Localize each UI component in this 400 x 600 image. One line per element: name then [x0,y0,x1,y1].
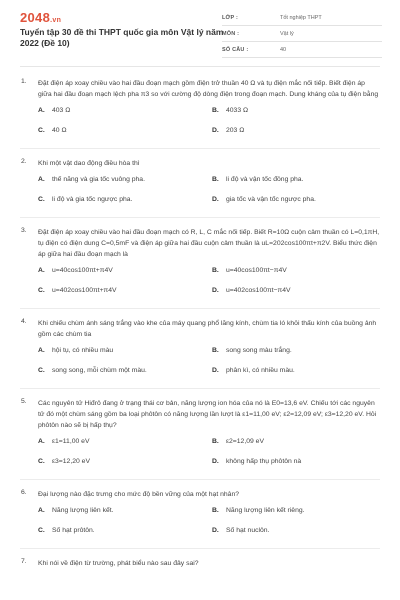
question-divider [20,388,380,389]
option-letter: C. [38,367,45,374]
option-text: phân kì, có nhiều màu. [226,367,295,374]
option-letter: D. [212,287,219,294]
option-b[interactable] [212,347,382,367]
question-text: Khi một vật dao động điều hòa thì [38,160,140,167]
option-text: Năng lượng liên kết riêng. [226,507,305,514]
option-b[interactable] [212,107,382,127]
option-text: ε1=11,00 eV [52,438,90,445]
question-text: Khi chiếu chùm ánh sáng trắng vào khe của máy quang phổ lăng kính, chùm tia ló khỏi thấu kính của buồng ảnh gồm các chùm tia [38,320,377,338]
option-b[interactable] [212,267,382,287]
option-letter: A. [38,507,45,514]
option-text: gia tốc và vận tốc ngược pha. [226,196,316,203]
exam-meta-table [222,10,382,58]
header-divider [20,66,380,67]
question-6 [0,489,400,547]
answer-options [38,267,380,307]
option-letter: B. [212,107,219,114]
option-letter: A. [38,176,45,183]
answer-options [38,438,380,478]
option-text: 403 Ω [52,107,71,114]
option-text: u=40cos100πt−π4V [226,267,287,274]
question-number: 1. [21,78,27,85]
option-letter: C. [38,458,45,465]
option-d[interactable] [212,458,382,478]
option-text: thế năng và gia tốc vuông pha. [52,176,145,183]
option-c[interactable] [38,367,212,387]
option-letter: A. [38,107,45,114]
question-1 [0,78,400,147]
answer-options [38,347,380,387]
option-b[interactable] [212,507,382,527]
option-c[interactable] [38,287,212,307]
question-text: Các nguyên tử Hiđrô đang ở trạng thái cơ bản, năng lượng ion hóa của nó là E0=13,6 eV. Chiếu tới các nguyên tử đó một chùm sáng gồm ba loại phôtôn có năng lượng lần lượt là ε1=11,00 eV; ε2=12,09 eV; ε3=12,20 eV. Hỏi phôtôn nào sẽ bị hấp thụ? [38,400,377,429]
option-letter: D. [212,458,219,465]
option-b[interactable] [212,438,382,458]
question-divider [20,217,380,218]
meta-row-subject [222,26,382,42]
meta-row-count [222,42,382,58]
question-7 [0,558,400,569]
meta-value: Vật lý [280,30,294,37]
option-d[interactable] [212,196,382,216]
question-text: Đặt điện áp xoay chiều vào hai đầu đoạn mạch gồm điện trở thuần 40 Ω và tụ điện mắc nối tiếp. Biết điện áp giữa hai đầu đoạn mạch lệch pha π3 so với cường độ dòng điện trong đoạn mạch. Dung kháng của tụ điện bằng [38,80,379,98]
option-a[interactable] [38,107,212,127]
question-number: 4. [21,318,27,325]
option-letter: B. [212,438,219,445]
option-d[interactable] [212,527,382,547]
question-2 [0,158,400,216]
meta-key: LỚP : [222,14,238,21]
question-text: Khi nói về điện từ trường, phát biểu nào sau đây sai? [38,560,199,567]
meta-value: Tốt nghiệp THPT [280,14,322,21]
question-text: Đại lượng nào đặc trưng cho mức độ bền vững của một hạt nhân? [38,491,240,498]
option-text: u=402cos100πt−π4V [226,287,291,294]
question-text: Đặt điện áp xoay chiều vào hai đầu đoạn mạch có R, L, C mắc nối tiếp. Biết R=10Ω cuộn cảm thuần có L=0,1πH, tụ điện có điện dung C=0,5mF và điện áp giữa hai đầu cuộn cảm thuần là uL=202cos100πt+π2V. Biểu thức điện áp giữa hai đầu đoạn mạch là [38,229,380,258]
option-a[interactable] [38,347,212,367]
option-text: li độ và gia tốc ngược pha. [52,196,133,203]
option-text: li độ và vận tốc đồng pha. [226,176,304,183]
option-letter: A. [38,438,45,445]
option-text: 203 Ω [226,127,245,134]
option-letter: B. [212,347,219,354]
option-text: ε3=12,20 eV [52,458,90,465]
option-letter: A. [38,347,45,354]
option-text: ε2=12,09 eV [226,438,264,445]
option-text: u=402cos100πt+π4V [52,287,117,294]
option-letter: B. [212,507,219,514]
exam-header [0,0,400,65]
question-number: 6. [21,489,27,496]
option-letter: D. [212,367,219,374]
option-text: Số hạt prôtôn. [52,527,95,534]
option-c[interactable] [38,127,212,147]
question-divider [20,308,380,309]
option-text: hội tụ, có nhiều màu [52,347,114,354]
question-divider [20,148,380,149]
question-3 [0,227,400,307]
option-b[interactable] [212,176,382,196]
option-c[interactable] [38,196,212,216]
option-d[interactable] [212,127,382,147]
option-a[interactable] [38,267,212,287]
option-c[interactable] [38,458,212,478]
option-letter: C. [38,287,45,294]
option-text: u=40cos100πt+π4V [52,267,113,274]
option-letter: B. [212,267,219,274]
meta-key: MÔN : [222,30,240,37]
site-logo[interactable]: 2048.vn [20,10,62,25]
question-number: 2. [21,158,27,165]
option-letter: C. [38,127,45,134]
option-letter: D. [212,127,219,134]
option-c[interactable] [38,527,212,547]
option-letter: C. [38,196,45,203]
meta-row-class [222,10,382,26]
option-text: song song màu trắng. [226,347,292,354]
question-number: 5. [21,398,27,405]
option-letter: D. [212,527,219,534]
option-text: 4033 Ω [226,107,249,114]
answer-options [38,107,380,147]
meta-value: 40 [280,46,287,53]
option-a[interactable] [38,176,212,196]
option-letter: B. [212,176,219,183]
option-letter: D. [212,196,219,203]
option-letter: C. [38,527,45,534]
meta-key: SỐ CÂU : [222,46,249,53]
question-number: 3. [21,227,27,234]
option-letter: A. [38,267,45,274]
question-divider [20,548,380,549]
question-number: 7. [21,558,27,565]
option-text: không hấp thụ phôtôn nà [226,458,302,465]
option-text: 40 Ω [52,127,67,134]
option-d[interactable] [212,367,382,387]
option-a[interactable] [38,438,212,458]
question-divider [20,479,380,480]
question-list [0,78,400,569]
question-5 [0,398,400,478]
option-a[interactable] [38,507,212,527]
option-text: song song, mỗi chùm một màu. [52,367,147,374]
answer-options [38,176,380,216]
exam-title: Tuyển tập 30 đề thi THPT quốc gia môn Vật lý năm 2022 (Đề 10) [20,27,224,48]
answer-options [38,507,380,547]
option-text: Số hạt nuclôn. [226,527,270,534]
option-d[interactable] [212,287,382,307]
question-4 [0,318,400,387]
option-text: Năng lượng liên kết. [52,507,114,514]
